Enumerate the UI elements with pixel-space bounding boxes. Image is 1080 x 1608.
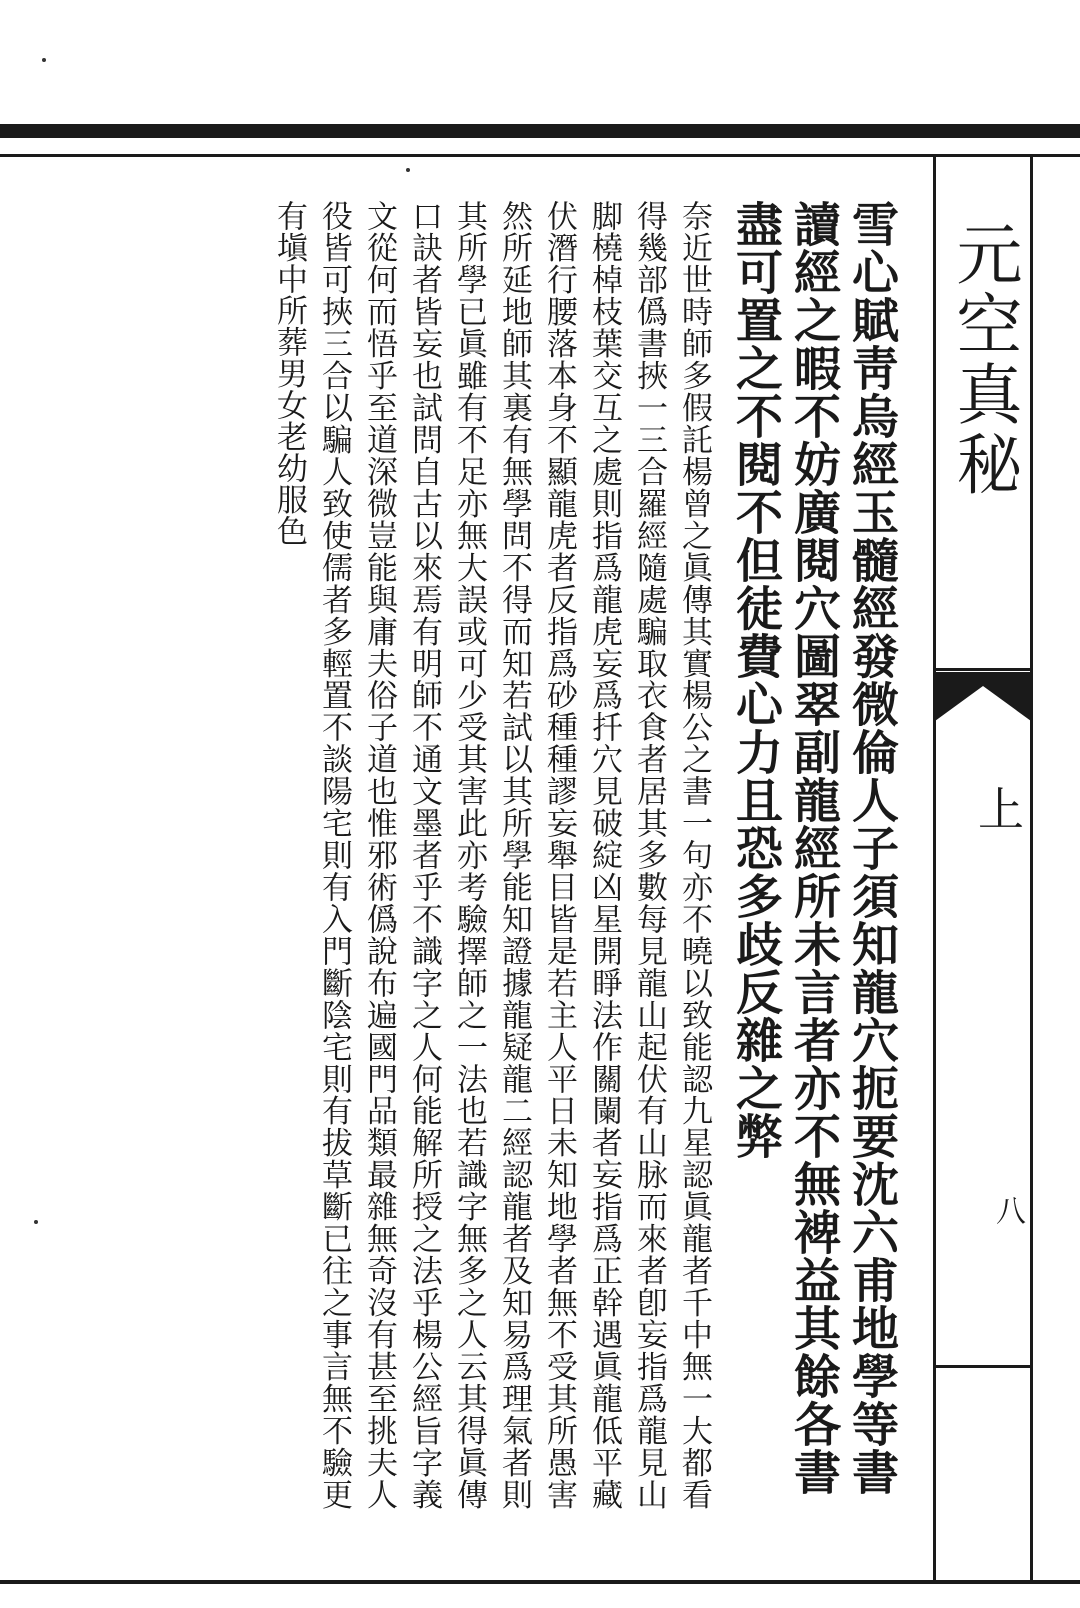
book-title: 元空真秘 <box>945 220 1022 500</box>
page-number: 八 <box>990 1195 1025 1225</box>
bottom-border <box>0 1580 1080 1584</box>
section-label: 上 <box>971 785 1025 831</box>
margin-column-divider-upper <box>935 668 1031 671</box>
top-border-thin <box>0 154 1080 157</box>
speck <box>34 1220 38 1224</box>
margin-column-left-rule <box>933 157 936 1582</box>
main-text-block <box>110 200 900 1510</box>
margin-column-right-rule <box>1030 157 1033 1582</box>
speck <box>406 168 410 172</box>
top-border-thick <box>0 124 1080 138</box>
main-paragraph: 雪心賦靑烏經玉髓經發微倫人子須知龍穴扼要沈六甫地學等書讀經之暇不妨廣閱穴圖翠副龍經所未言者亦不無裨益其餘各書盡可置之不閱不但徒費心力且恐多歧反雜之弊 <box>728 200 899 1496</box>
commentary-paragraph: 奈近世時師多假託楊曾之眞傳其實楊公之書一句亦不曉以致能認九星認眞龍者千中無一大都看得幾部僞書挾一三合羅經隨處騙取衣食者居其多數每見龍山起伏有山脉而來者卽妄指爲龍見山脚橈棹枝葉交互之處則指爲龍虎妄爲扦穴見破綻凶星開睜法作關闌者妄指爲正幹遇眞龍低平藏伏潛行腰落本身不顯龍虎者反指爲砂種種謬妄舉目皆是若主人平日未知地學者無不受其所愚害然所延地師其裏有無學問不得而知若試以其所學能知證據龍疑龍二經認龍者及知易爲理氣者則其所學已眞雖有不足亦無大誤或可少受其害此亦考驗擇師之一法也若識字無多之人云其得眞傳口訣者皆妄也試問自古以來焉有明師不通文墨者乎不識字之人何能解所授之法乎楊公經旨字義文從何而悟乎至道深微豈能與庸夫俗子道也惟邪術僞說布遍國門品類最雜無奇沒有甚至挑夫人役皆可挾三合以騙人致使儒者多輕置不談陽宅則有入門斷陰宅則有拔草斷已往之事言無不驗更有塡中所葬男女老幼服色 <box>271 200 712 1510</box>
fishtail-mark <box>935 672 1031 742</box>
margin-column-divider-lower <box>935 1365 1031 1368</box>
speck <box>42 58 46 62</box>
